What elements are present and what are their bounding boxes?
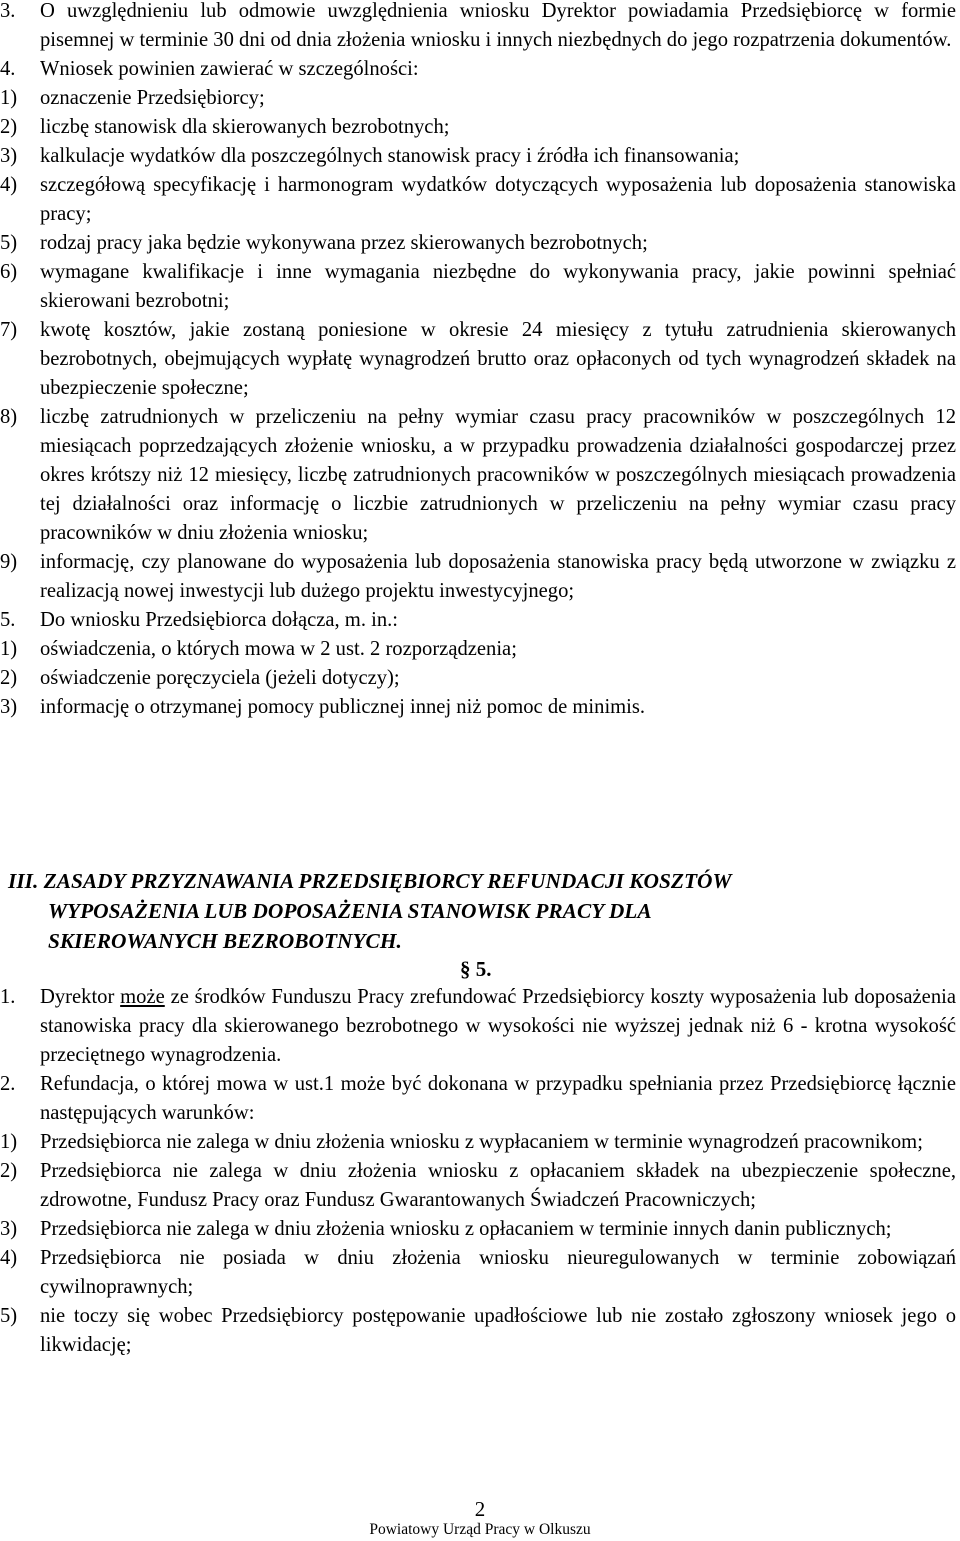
list-item [0, 635, 960, 664]
list-item [0, 664, 960, 693]
footer-office: Powiatowy Urząd Pracy w Olkuszu [369, 1521, 591, 1538]
list-item [0, 84, 960, 113]
item-text: kalkulacje wydatków dla poszczególnych stanowisk pracy i źródła ich finansowania; [40, 145, 740, 167]
list-item [0, 1302, 960, 1360]
item-number: 2) [0, 667, 18, 689]
item-text: liczbę stanowisk dla skierowanych bezrobotnych; [40, 116, 450, 138]
item-number: 2) [0, 116, 18, 138]
item-text: Przedsiębiorca nie zalega w dniu złożenia wniosku z opłacaniem w terminie innych danin publicznych; [40, 1218, 892, 1240]
item-5 [0, 606, 960, 635]
list-item [0, 693, 960, 722]
list-item [0, 403, 960, 548]
item-3 [0, 0, 960, 55]
paragraph-2 [0, 1070, 960, 1128]
item-number: 4) [0, 174, 18, 196]
item-text: Przedsiębiorca nie posiada w dniu złożenia wniosku nieuregulowanych w terminie zobowiązań cywilnoprawnych; [40, 1247, 956, 1298]
list-item [0, 171, 960, 229]
item-4-sublist [0, 84, 960, 606]
item-number: 3) [0, 1218, 18, 1240]
paragraph-2-sublist [0, 1128, 960, 1360]
text-part: Dyrektor [40, 986, 121, 1008]
item-text: oznaczenie Przedsiębiorcy; [40, 87, 265, 109]
item-text: oświadczenia, o których mowa w 2 ust. 2 rozporządzenia; [40, 638, 517, 660]
item-text: Refundacja, o której mowa w ust.1 może być dokonana w przypadku spełniania przez Przedsiębiorcę łącznie następujących warunków: [40, 1073, 956, 1124]
item-number: 1) [0, 1131, 18, 1153]
list-item [0, 229, 960, 258]
item-number: 5. [0, 609, 16, 631]
item-text: rodzaj pracy jaka będzie wykonywana przez skierowanych bezrobotnych; [40, 232, 648, 254]
item-4 [0, 55, 960, 84]
heading-line-3: SKIEROWANYCH BEZROBOTNYCH. [48, 929, 402, 953]
item-text [40, 983, 960, 1070]
list-item [0, 1215, 960, 1244]
section-5-body [0, 983, 960, 1360]
item-number: 1. [0, 986, 16, 1008]
list-item [0, 1128, 960, 1157]
item-number: 4. [0, 58, 16, 80]
list-item [0, 113, 960, 142]
item-text: O uwzględnieniu lub odmowie uwzględnienia wniosku Dyrektor powiadamia Przedsiębiorcę w formie pisemnej w terminie 30 dni od dnia złożenia wniosku i innych niezbędnych do jego rozpatrzenia dokumentów. [40, 0, 956, 51]
item-number: 4) [0, 1247, 18, 1269]
items-top-block [0, 0, 960, 722]
item-number: 1) [0, 638, 18, 660]
item-number: 6) [0, 261, 18, 283]
page-number: 2 [474, 1497, 486, 1521]
item-number: 9) [0, 551, 18, 573]
item-number: 2) [0, 1160, 18, 1182]
paragraph-1 [0, 983, 960, 1070]
list-item [0, 1157, 960, 1215]
item-text: Przedsiębiorca nie zalega w dniu złożenia wniosku z opłacaniem składek na ubezpieczenie społeczne, zdrowotne, Fundusz Pracy oraz Fundusz Gwarantowanych Świadczeń Pracowniczych; [40, 1160, 956, 1211]
item-number: 3. [0, 0, 16, 22]
list-item [0, 548, 960, 606]
item-number: 1) [0, 87, 18, 109]
item-text: oświadczenie poręczyciela (jeżeli dotyczy); [40, 667, 400, 689]
list-item [0, 316, 960, 403]
item-5-sublist [0, 635, 960, 722]
heading-line-1: III. ZASADY PRZYZNAWANIA PRZEDSIĘBIORCY REFUNDACJI KOSZTÓW [8, 869, 732, 893]
item-number: 5) [0, 232, 18, 254]
item-number: 2. [0, 1073, 16, 1095]
item-text: Wniosek powinien zawierać w szczególności: [40, 58, 419, 80]
section-heading [8, 866, 948, 956]
item-number: 3) [0, 145, 18, 167]
item-text: liczbę zatrudnionych w przeliczeniu na pełny wymiar czasu pracy pracowników w poszczególnych 12 miesiącach poprzedzających złożenie wniosku, a w przypadku prowadzenia działalności gospodarczej przez okres krótszy niż 12 miesięcy, liczbę zatrudnionych pracowników w poszczególnych miesiącach prowadzenia tej działalności oraz informację o liczbie zatrudnionych w przeliczeniu na pełny wymiar czasu pracy pracowników w dniu złożenia wniosku; [40, 406, 956, 544]
paragraph-sign: § 5. [460, 957, 492, 981]
list-item [0, 142, 960, 171]
list-item [0, 1244, 960, 1302]
item-number: 5) [0, 1305, 18, 1327]
item-text: nie toczy się wobec Przedsiębiorcy postępowanie upadłościowe lub nie zostało zgłoszony wniosek jego o likwidację; [40, 1305, 956, 1356]
item-text: kwotę kosztów, jakie zostaną poniesione w okresie 24 miesięcy z tytułu zatrudnienia skierowanych bezrobotnych, obejmujących wypłatę wynagrodzeń brutto oraz opłaconych od tych wynagrodzeń składek na ubezpieczenie społeczne; [40, 319, 956, 399]
item-text: Przedsiębiorca nie zalega w dniu złożenia wniosku z wypłacaniem w terminie wynagrodzeń pracownikom; [40, 1131, 923, 1153]
item-text: szczegółową specyfikację i harmonogram wydatków dotyczących wyposażenia lub doposażenia stanowiska pracy; [40, 174, 956, 225]
text-part: ze środków Funduszu Pracy zrefundować Przedsiębiorcy koszty wyposażenia lub doposażenia stanowiska pracy dla skierowanego bezrobotnego w wysokości nie wyższej jednak niż 6 - krotna wysokość przeciętnego wynagrodzenia. [40, 986, 956, 1066]
item-number: 3) [0, 696, 18, 718]
list-item [0, 258, 960, 316]
item-number: 7) [0, 319, 18, 341]
item-text: informację o otrzymanej pomocy publicznej innej niż pomoc de minimis. [40, 696, 646, 718]
item-text: Do wniosku Przedsiębiorca dołącza, m. in.: [40, 609, 399, 631]
heading-line-2: WYPOSAŻENIA LUB DOPOSAŻENIA STANOWISK PRACY DLA [48, 899, 652, 923]
underlined-word: może [120, 986, 165, 1008]
item-text: wymagane kwalifikacje i inne wymagania niezbędne do wykonywania pracy, jakie powinni spełniać skierowani bezrobotni; [40, 261, 956, 312]
item-text: informację, czy planowane do wyposażenia lub doposażenia stanowiska pracy będą utworzone w związku z realizacją nowej inwestycji lub dużego projektu inwestycyjnego; [40, 551, 956, 602]
item-number: 8) [0, 406, 18, 428]
